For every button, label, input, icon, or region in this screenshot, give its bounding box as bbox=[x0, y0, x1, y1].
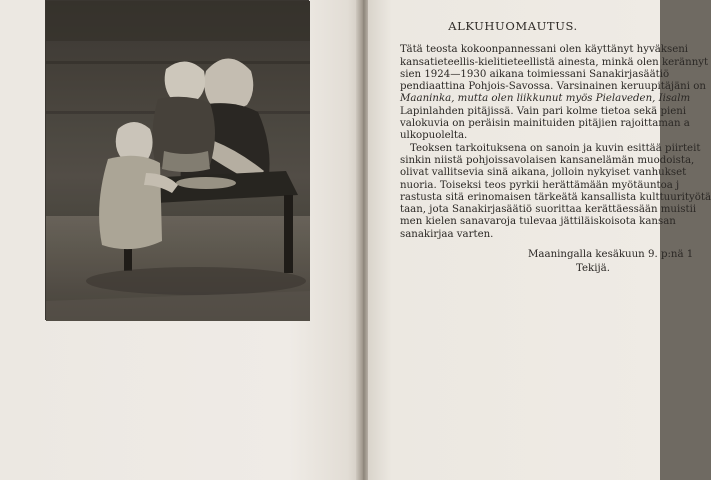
text-line: Tätä teosta kokoonpannessani olen käyttänyt hyväkseni bbox=[400, 44, 689, 56]
preface-text bbox=[400, 19, 711, 276]
photograph bbox=[45, 0, 309, 320]
text-line: nuoria. Toiseksi teos pyrkii herättämään myötäuntoa j bbox=[400, 179, 680, 191]
text-line: valokuvia on peräisin mainituiden pitäjien rajoittaman a bbox=[400, 118, 690, 130]
text-line: Lapinlahden pitäjissä. Vain pari kolme tietoa sekä pieni bbox=[400, 105, 687, 117]
text-line: sinkin niistä pohjoissavolaisen kansanelämän muodoista, bbox=[400, 154, 695, 166]
signature-author: Tekijä. bbox=[576, 263, 610, 275]
page-heading: ALKUHUOMAUTUS. bbox=[448, 19, 578, 33]
text-line: sanakirjaa varten. bbox=[400, 228, 494, 240]
text-line: Teoksen tarkoituksena on sanoin ja kuvin esittää piirteit bbox=[410, 142, 701, 154]
text-line: pendiaattina Pohjois-Savossa. Varsinainen keruupitäjäni on bbox=[400, 81, 706, 93]
text-line: kansatieteellis-kielitieteellistä ainesta, minkä olen kerännyt bbox=[400, 56, 709, 68]
text-line: rastusta sitä erinomaisen tärkeätä kansallista kulttuurityötä bbox=[400, 191, 711, 203]
text-line: ulkopuolelta. bbox=[400, 130, 468, 142]
photograph-icon bbox=[46, 1, 310, 321]
text-line: men kielen sanavaroja tulevaa jättiläiskoisota kansan bbox=[400, 216, 676, 228]
text-line: sien 1924—1930 aikana toimiessani Sanakirjasäätiö bbox=[400, 68, 670, 80]
text-line: taan, jota Sanakirjasäätiö suorittaa kerättäessään muistii bbox=[400, 204, 697, 216]
text-line: Maaninka, mutta olen liikkunut myös Pielaveden, Iisalm bbox=[400, 93, 691, 105]
signature-place-date: Maaningalla kesäkuun 9. p:nä 1 bbox=[528, 249, 694, 261]
text-line: olivat vallitsevia sinä aikana, jolloin nykyiset vanhukset bbox=[400, 167, 687, 179]
